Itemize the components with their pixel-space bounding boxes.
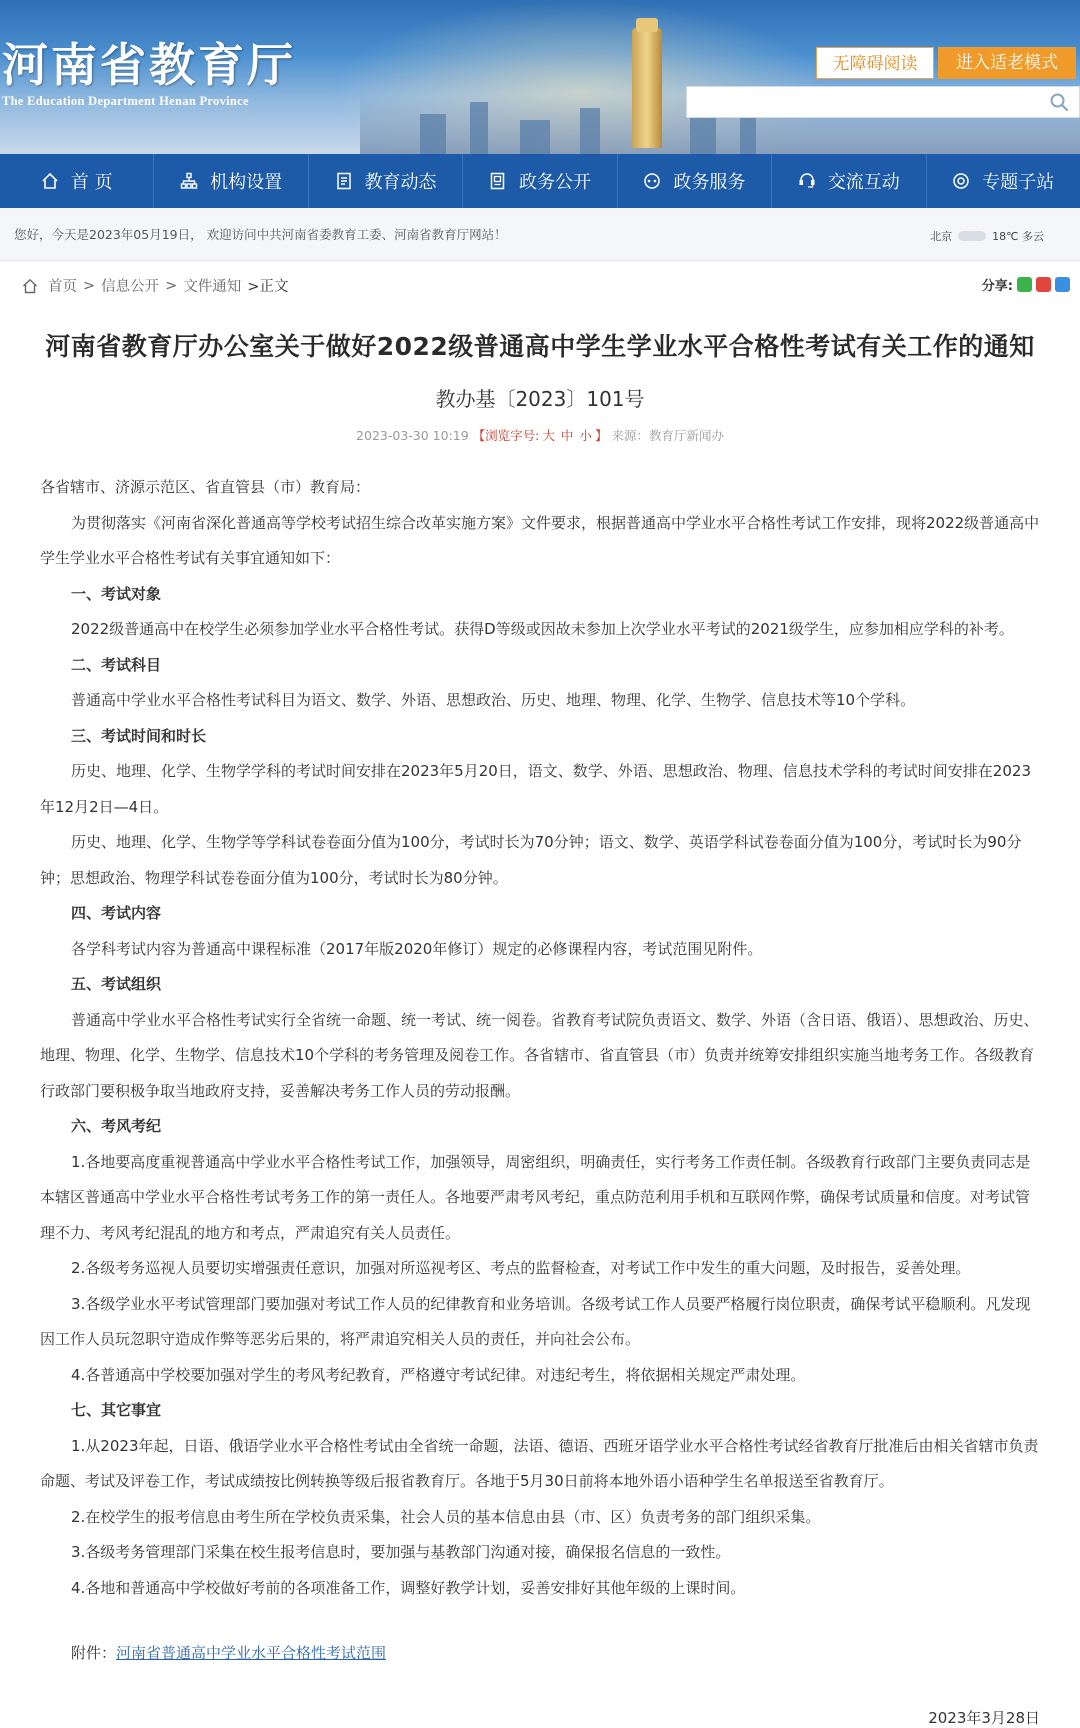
font-size-label-open: 【浏览字号: (472, 428, 540, 443)
article (0, 327, 1080, 1663)
weather-text: 18℃ 多云 (992, 230, 1044, 243)
nav-item-gov-open[interactable] (463, 154, 617, 208)
section-heading: 二、考试科目 (71, 655, 162, 674)
attachment-label: 附件： (71, 1644, 117, 1662)
paragraph: 历史、地理、化学、生物学等学科试卷卷面分值为100分，考试时长为70分钟；语文、数学、英语学科试卷卷面分值为100分，考试时长为90分钟；思想政治、物理学科试卷卷面分值为100分，考试时长为80分钟。 (40, 833, 1022, 887)
paragraph: 1.从2023年起，日语、俄语学业水平合格性考试由全省统一命题，法语、德语、西班牙语学业水平合格性考试经省教育厅批准后由相关省辖市负责命题、考试及评卷工作，考试成绩按比例转换等级后报省教育厅。各地于5月30日前将本地外语小语种学生名单报送至省教育厅。 (40, 1436, 1039, 1490)
header-building (470, 102, 488, 154)
salutation: 各省辖市、济源示范区、省直管县（市）教育局： (40, 478, 371, 496)
nav-item-interaction[interactable] (772, 154, 926, 208)
paragraph: 2022级普通高中在校学生必须参加学业水平合格性考试。获得D等级或因故未参加上次学业水平考试的2021级学生，应参加相应学科的补考。 (71, 620, 1014, 638)
article-body (40, 470, 1040, 1606)
paragraph: 普通高中学业水平合格性考试实行全省统一命题、统一考试、统一阅卷。省教育考试院负责语文、数学、外语（含日语、俄语）、思想政治、历史、地理、物理、化学、生物学、信息技术10个学科的考务管理及阅卷工作。各省辖市、省直管县（市）负责并统筹安排组织实施当地考务工作。各级教育行政部门要积极争取当地政府支持，妥善解决考务工作人员的劳动报酬。 (40, 1010, 1039, 1100)
font-medium-button[interactable]: 中 (560, 428, 574, 443)
search-icon[interactable] (1049, 92, 1069, 112)
site-header (0, 0, 1080, 154)
nav-label: 政务服务 (673, 172, 746, 193)
weather-city: 北京 (930, 230, 953, 243)
home-icon (41, 172, 59, 190)
attachment-link[interactable]: 河南省普通高中学业水平合格性考试范围 (116, 1644, 387, 1662)
paragraph: 普通高中学业水平合格性考试科目为语文、数学、外语、思想政治、历史、地理、物理、化学、生物学、信息技术等10个学科。 (71, 691, 916, 709)
info-bar (0, 208, 1080, 261)
paragraph: 为贯彻落实《河南省深化普通高等学校考试招生综合改革实施方案》文件要求，根据普通高中学业水平合格性考试工作安排，现将2022级普通高中学生学业水平合格性考试有关事宜通知如下： (40, 513, 1040, 567)
breadcrumb-home[interactable]: 首页 (48, 279, 77, 295)
site-logo[interactable] (2, 40, 296, 109)
nav-item-topics[interactable] (927, 154, 1080, 208)
nav-item-org[interactable] (154, 154, 308, 208)
nav-label: 教育动态 (364, 172, 437, 193)
chat-icon (798, 172, 816, 190)
search-box[interactable] (686, 86, 1080, 118)
paragraph: 4.各地和普通高中学校做好考前的各项准备工作，调整好教学计划，妥善安排好其他年级的上课时间。 (71, 1578, 746, 1597)
paragraph: 历史、地理、化学、生物学学科的考试时间安排在2023年5月20日，语文、数学、外语、思想政治、物理、信息技术学科的考试时间安排在2023年12月2日—4日。 (40, 762, 1031, 816)
article-title: 河南省教育厅办公室关于做好2022级普通高中学生学业水平合格性考试有关工作的通知 (45, 332, 1035, 361)
paragraph: 1.各地要高度重视普通高中学业水平合格性考试工作，加强领导，周密组织，明确责任，实行考务工作责任制。各级教育行政部门主要负责同志是本辖区普通高中学业水平合格性考试考务工作的第一责任人。各地要严肃考风考纪，重点防范利用手机和互联网作弊，确保考试质量和信度。对考试管理不力、考风考纪混乱的地方和考点，严肃追究有关人员责任。 (40, 1152, 1031, 1242)
wechat-icon[interactable] (1017, 277, 1032, 292)
section-heading: 六、考风考纪 (71, 1117, 162, 1135)
elderly-mode-button[interactable]: 进入适老模式 (938, 47, 1076, 79)
nav-item-gov-service[interactable] (618, 154, 772, 208)
org-icon (180, 172, 198, 190)
paragraph: 各学科考试内容为普通高中课程标准（2017年版2020年修订）规定的必修课程内容，考试范围见附件。 (71, 939, 763, 958)
nav-label: 首 页 (70, 172, 113, 193)
header-building (420, 114, 446, 154)
paragraph: 2.在校学生的报考信息由考生所在学校负责采集，社会人员的基本信息由县（市、区）负责考务的部门组织采集。 (71, 1507, 821, 1526)
doc-icon (489, 172, 507, 190)
topic-icon (952, 172, 970, 190)
font-large-button[interactable]: 大 (542, 428, 555, 443)
section-heading: 三、考试时间和时长 (71, 726, 207, 745)
section-heading: 七、其它事宜 (71, 1401, 162, 1419)
share-label: 分享: (981, 279, 1013, 294)
nav-label: 机构设置 (210, 172, 283, 193)
header-building (690, 116, 716, 154)
breadcrumb-separator: > (165, 277, 178, 294)
welcome-text: 您好，今天是2023年05月19日， 欢迎访问中共河南省委教育工委、河南省教育厅网站！ (14, 227, 507, 242)
nav-item-news[interactable] (309, 154, 463, 208)
nav-label: 交流互动 (827, 172, 900, 193)
service-icon (643, 172, 661, 190)
home-icon (22, 278, 38, 294)
weather-widget (930, 228, 1044, 244)
section-heading: 五、考试组织 (71, 975, 162, 993)
site-title: 河南省教育厅 (2, 38, 296, 92)
article-source: 来源：教育厅新闻办 (611, 428, 724, 443)
qq-icon[interactable] (1055, 277, 1070, 292)
attachment (40, 1642, 1040, 1663)
paragraph: 3.各级学业水平考试管理部门要加强对考试工作人员的纪律教育和业务培训。各级考试工作人员要严格履行岗位职责，确保考试平稳顺利。凡发现因工作人员玩忽职守造成作弊等恶劣后果的，将严肃追究相关人员的责任，并向社会公布。 (40, 1294, 1031, 1348)
nav-item-home[interactable] (0, 154, 154, 208)
font-small-button[interactable]: 小 (579, 428, 592, 443)
header-building (580, 108, 600, 154)
header-building (520, 120, 550, 154)
share-bar (982, 275, 1070, 294)
font-size-label-close: 】 (594, 428, 608, 443)
document-number: 教办基〔2023〕101号 (435, 387, 645, 411)
section-heading: 一、考试对象 (71, 584, 162, 603)
nav-label: 专题子站 (982, 172, 1055, 193)
accessible-reading-button[interactable]: 无障碍阅读 (816, 47, 934, 79)
paragraph: 3.各级考务管理部门采集在校生报考信息时，要加强与基教部门沟通对接，确保报名信息的一致性。 (71, 1543, 731, 1561)
breadcrumb-notices[interactable]: 文件通知 (183, 279, 242, 295)
header-tower (632, 28, 662, 148)
breadcrumb (22, 275, 288, 296)
breadcrumb-row (0, 261, 1080, 303)
paragraph: 2.各级考务巡视人员要切实增强责任意识，加强对所巡视考区、考点的监督检查，对考试工作中发生的重大问题，及时报告，妥善处理。 (71, 1259, 971, 1277)
publish-date: 2023-03-30 10:19 (356, 428, 469, 443)
article-meta (40, 426, 1040, 444)
news-icon (335, 172, 353, 190)
sign-date: 2023年3月28日 (928, 1709, 1040, 1727)
cloud-icon (958, 231, 986, 241)
weibo-icon[interactable] (1036, 277, 1051, 292)
breadcrumb-current: >正文 (247, 279, 289, 295)
paragraph: 4.各普通高中学校要加强对学生的考风考纪教育，严格遵守考试纪律。对违纪考生，将依据相关规定严肃处理。 (71, 1365, 806, 1384)
nav-label: 政务公开 (518, 172, 591, 193)
breadcrumb-separator: > (83, 277, 96, 294)
section-heading: 四、考试内容 (71, 904, 162, 922)
breadcrumb-info-open[interactable]: 信息公开 (101, 279, 160, 295)
main-nav (0, 154, 1080, 208)
site-subtitle: The Education Department Henan Province (2, 94, 249, 108)
